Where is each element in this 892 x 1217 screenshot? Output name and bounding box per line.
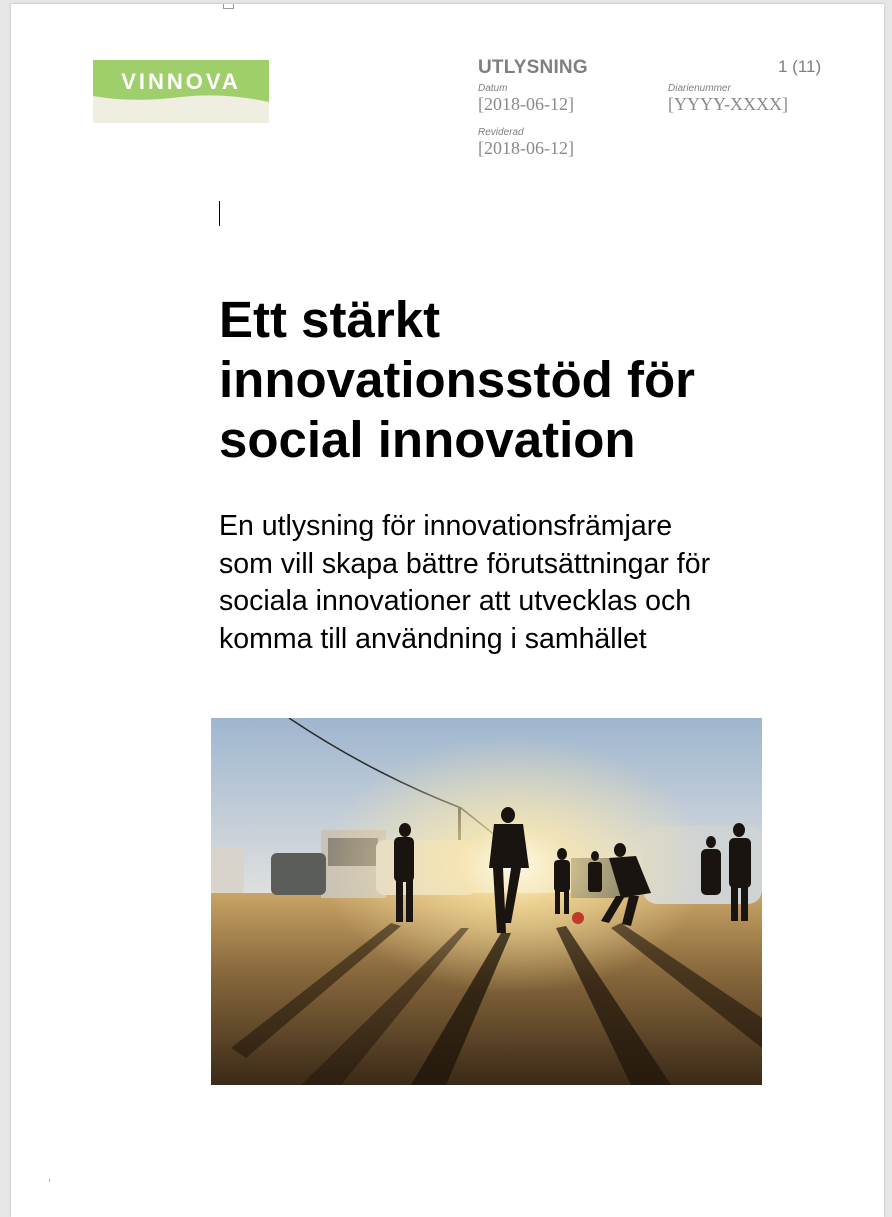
cover-photo[interactable] [211, 718, 762, 1085]
diary-number-label: Diarienummer [668, 83, 731, 94]
subtitle-line: En utlysning för innovationsfrämjare [219, 510, 673, 542]
text-cursor [219, 201, 220, 226]
subtitle-line: som vill skapa bättre förutsättningar för [219, 547, 711, 580]
vinnova-logo [93, 60, 269, 123]
subtitle-line: komma till användning i samhället [219, 622, 647, 655]
margin-mark [49, 1179, 50, 1182]
document-title[interactable] [219, 290, 819, 470]
date-field[interactable]: [2018-06-12] [478, 94, 574, 114]
revised-date-field[interactable]: [2018-06-12] [478, 138, 574, 158]
svg-text:VINNOVA: VINNOVA [121, 69, 241, 94]
title-line: innovationsstöd för [219, 351, 695, 408]
page-corner-marker [223, 4, 234, 9]
page-number: 1 (11) [778, 57, 822, 76]
date-label: Datum [478, 83, 508, 94]
title-line: Ett stärkt [219, 291, 441, 348]
subtitle-line: sociala innovationer att utvecklas och [219, 585, 692, 617]
revised-label: Reviderad [478, 127, 524, 138]
document-type: UTLYSNING [478, 57, 588, 78]
document-subtitle[interactable] [219, 508, 819, 658]
diary-number-field[interactable]: [YYYY-XXXX] [668, 94, 788, 114]
document-page [11, 4, 884, 1217]
title-line: social innovation [219, 411, 636, 468]
